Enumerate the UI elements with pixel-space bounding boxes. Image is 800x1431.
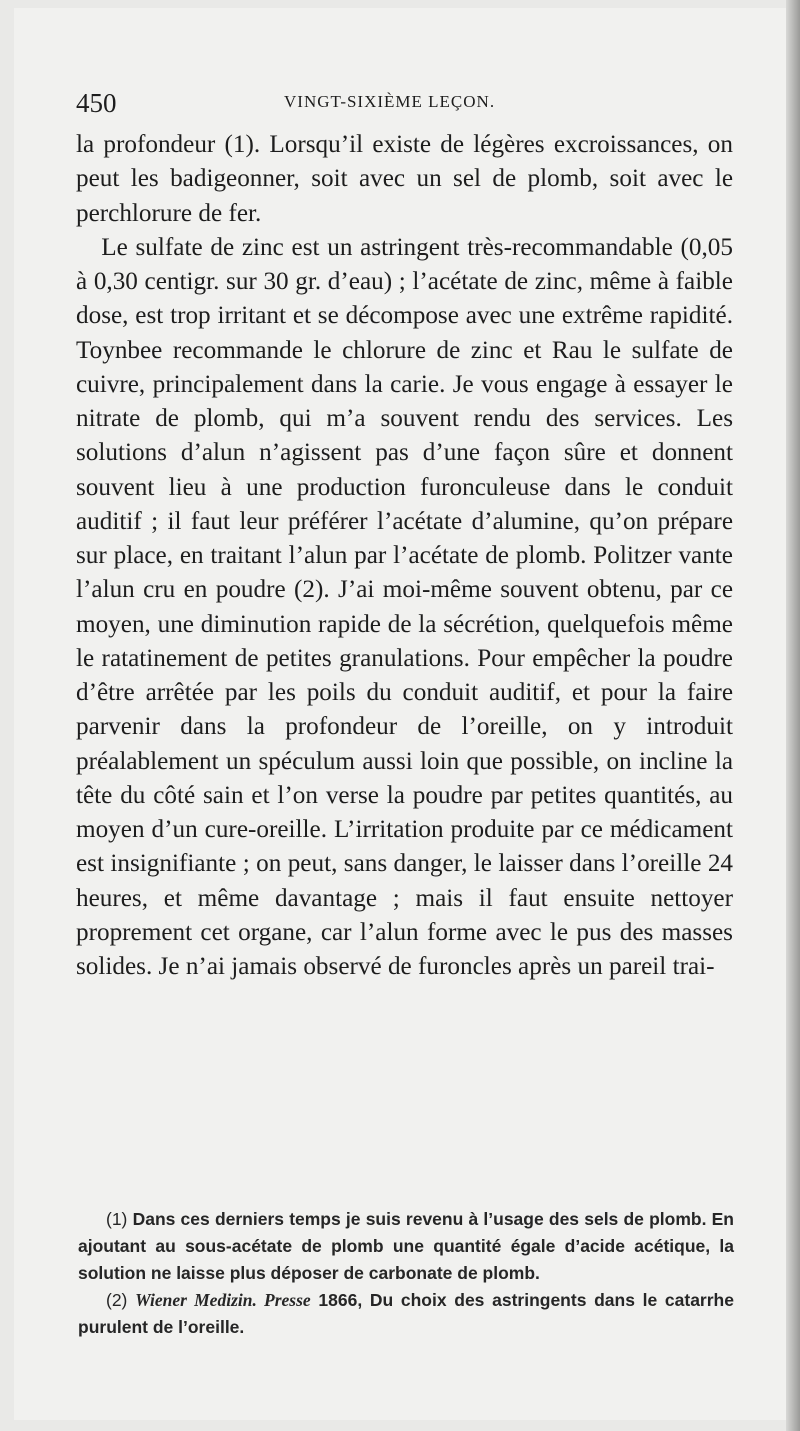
footnote-mark: (1) [106,1209,128,1229]
page-header [76,88,736,122]
running-title: VINGT-SIXIÈME LEÇON. [284,92,496,111]
paragraph: la profondeur (1). Lorsqu’il existe de légères excroissances, on peut les badigeonner, soit avec un sel de plomb, soit avec le perchlorure de fer. [76,131,733,227]
footnote-source: Wiener Medizin. Presse [135,1290,311,1310]
body-text [76,128,733,984]
page-gutter-shadow [786,0,800,1431]
footnote-text: 1866, Du choix des astringents dans le catarrhe purulent de l’oreille. [78,1290,734,1337]
page-number: 450 [76,88,117,118]
footnotes [78,1206,734,1341]
footnote-2 [78,1287,734,1341]
footnote-1 [78,1206,734,1287]
paragraph: Le sulfate de zinc est un astringent très-recommandable (0,05 à 0,30 centigr. sur 30 gr. d’eau) ; l’acétate de zinc, même à faible dose, est trop irritant et se décompose avec une extrême rapidité. Toynbee recommande le chlorure de zinc et Rau le sulfate de cuivre, principalement dans la carie. Je vous engage à essayer le nitrate de plomb, qui m’a souvent rendu des services. Les solutions d’alun n’agissent pas d’une façon sûre et donnent souvent lieu à une production furonculeuse dans le conduit auditif ; il faut leur préférer l’acétate d’alumine, qu’on prépare sur place, en traitant l’alun par l’acétate de plomb. Politzer vante l’alun cru en poudre (2). J’ai moi-même souvent obtenu, par ce moyen, une diminution rapide de la sécrétion, quelquefois même le ratatinement de petites granulations. Pour empêcher la poudre d’être arrêtée par les poils du conduit auditif, et pour la faire parvenir dans la profondeur de l’oreille, on y introduit préalablement un spéculum aussi loin que possible, on incline la tête du côté sain et l’on verse la poudre par petites quantités, au moyen d’un cure-oreille. L’irritation produite par ce médicament est insignifiante ; on peut, sans danger, le laisser dans l’oreille 24 heures, et même davantage ; mais il faut ensuite nettoyer proprement cet organe, car l’alun forme avec le pus des masses solides. Je n’ai jamais observé de furoncles après un pareil trai- [76,233,733,980]
footnote-mark: (2) [106,1290,128,1310]
footnote-text: Dans ces derniers temps je suis revenu à l’usage des sels de plomb. En ajoutant au sous-acétate de plomb une quantité égale d’acide acétique, la solution ne laisse plus déposer de carbonate de plomb. [78,1209,734,1283]
